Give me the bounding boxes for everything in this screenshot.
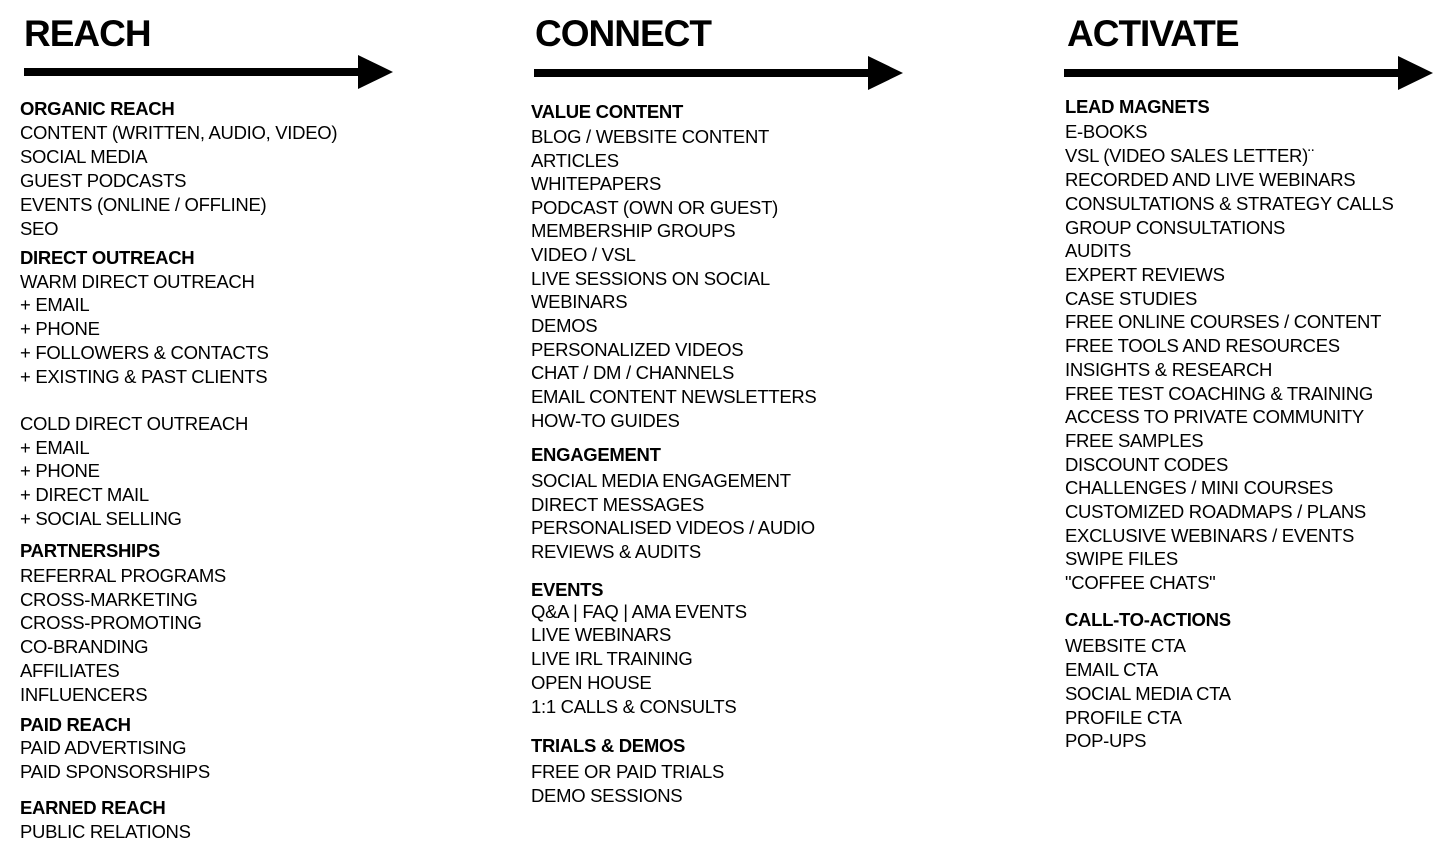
list-item: "COFFEE CHATS" [1065,572,1216,593]
list-item: DIRECT MESSAGES [531,494,705,515]
section-heading: EVENTS [531,579,604,600]
list-item: DEMO SESSIONS [531,785,683,806]
section-heading: DIRECT OUTREACH [20,247,195,268]
list-item: FREE OR PAID TRIALS [531,761,725,782]
list-item: + SOCIAL SELLING [20,508,182,529]
list-item: ARTICLES [531,150,619,171]
section-heading: EARNED REACH [20,797,166,818]
section-heading: LEAD MAGNETS [1065,96,1210,117]
list-item: E-BOOKS [1065,121,1148,142]
section-heading: ENGAGEMENT [531,444,661,465]
list-item: CROSS-PROMOTING [20,612,202,633]
list-item: CHAT / DM / CHANNELS [531,362,735,383]
list-item: FREE ONLINE COURSES / CONTENT [1065,311,1382,332]
list-item: SOCIAL MEDIA [20,146,148,167]
reach-arrow-icon [24,54,394,90]
section-heading: ORGANIC REACH [20,98,175,119]
list-item: Q&A | FAQ | AMA EVENTS [531,601,747,622]
section-heading: CALL-TO-ACTIONS [1065,609,1231,630]
list-item: + EMAIL [20,294,90,315]
list-item: AUDITS [1065,240,1132,261]
list-item: WEBSITE CTA [1065,635,1186,656]
list-item: MEMBERSHIP GROUPS [531,220,736,241]
list-item: PERSONALISED VIDEOS / AUDIO [531,517,815,538]
column-title-activate: ACTIVATE [1067,13,1239,54]
section-heading: PAID REACH [20,714,131,735]
section-heading: VALUE CONTENT [531,101,683,122]
list-item: WEBINARS [531,291,628,312]
list-item: SOCIAL MEDIA CTA [1065,683,1231,704]
list-item: VSL (VIDEO SALES LETTER)¨ [1065,145,1314,166]
list-item: INFLUENCERS [20,684,148,705]
list-item: REVIEWS & AUDITS [531,541,701,562]
list-item: PAID SPONSORSHIPS [20,761,210,782]
list-item: EVENTS (ONLINE / OFFLINE) [20,194,267,215]
list-item: FREE TEST COACHING & TRAINING [1065,383,1373,404]
list-item: WARM DIRECT OUTREACH [20,271,255,292]
list-item: EXCLUSIVE WEBINARS / EVENTS [1065,525,1355,546]
list-item: 1:1 CALLS & CONSULTS [531,696,737,717]
column-title-reach: REACH [24,13,151,54]
list-item: REFERRAL PROGRAMS [20,565,226,586]
list-item: OPEN HOUSE [531,672,652,693]
list-item: PUBLIC RELATIONS [20,821,191,842]
list-item: POP-UPS [1065,730,1147,751]
list-item: CUSTOMIZED ROADMAPS / PLANS [1065,501,1366,522]
list-item: PERSONALIZED VIDEOS [531,339,744,360]
list-item: GUEST PODCASTS [20,170,187,191]
list-item: CO-BRANDING [20,636,149,657]
list-item: FREE TOOLS AND RESOURCES [1065,335,1340,356]
list-item: HOW-TO GUIDES [531,410,680,431]
list-item: FREE SAMPLES [1065,430,1204,451]
list-item: AFFILIATES [20,660,120,681]
list-item: + PHONE [20,318,100,339]
list-item: BLOG / WEBSITE CONTENT [531,126,770,147]
list-item: + EMAIL [20,437,90,458]
list-item: + DIRECT MAIL [20,484,149,505]
list-item: INSIGHTS & RESEARCH [1065,359,1273,380]
list-item: ACCESS TO PRIVATE COMMUNITY [1065,406,1364,427]
list-item: PAID ADVERTISING [20,737,187,758]
list-item: LIVE WEBINARS [531,624,672,645]
connect-arrow-icon [534,55,904,91]
list-item: VIDEO / VSL [531,244,636,265]
list-item: EMAIL CTA [1065,659,1158,680]
list-item: + PHONE [20,460,100,481]
list-item: GROUP CONSULTATIONS [1065,217,1286,238]
activate-arrow-icon [1064,55,1434,91]
list-item: COLD DIRECT OUTREACH [20,413,249,434]
list-item: CONSULTATIONS & STRATEGY CALLS [1065,193,1394,214]
list-item: PODCAST (OWN OR GUEST) [531,197,778,218]
list-item: CONTENT (WRITTEN, AUDIO, VIDEO) [20,122,338,143]
section-heading: PARTNERSHIPS [20,540,160,561]
list-item: WHITEPAPERS [531,173,661,194]
section-heading: TRIALS & DEMOS [531,735,686,756]
list-item: SOCIAL MEDIA ENGAGEMENT [531,470,791,491]
list-item: RECORDED AND LIVE WEBINARS [1065,169,1356,190]
list-item: + EXISTING & PAST CLIENTS [20,366,268,387]
column-title-connect: CONNECT [535,13,711,54]
list-item: DEMOS [531,315,598,336]
list-item: CASE STUDIES [1065,288,1198,309]
list-item: EMAIL CONTENT NEWSLETTERS [531,386,817,407]
list-item: LIVE IRL TRAINING [531,648,693,669]
list-item: + FOLLOWERS & CONTACTS [20,342,269,363]
list-item: SWIPE FILES [1065,548,1178,569]
list-item: LIVE SESSIONS ON SOCIAL [531,268,770,289]
list-item: DISCOUNT CODES [1065,454,1229,475]
list-item: CHALLENGES / MINI COURSES [1065,477,1334,498]
list-item: SEO [20,218,59,239]
list-item: PROFILE CTA [1065,707,1182,728]
list-item: EXPERT REVIEWS [1065,264,1225,285]
list-item: CROSS-MARKETING [20,589,198,610]
